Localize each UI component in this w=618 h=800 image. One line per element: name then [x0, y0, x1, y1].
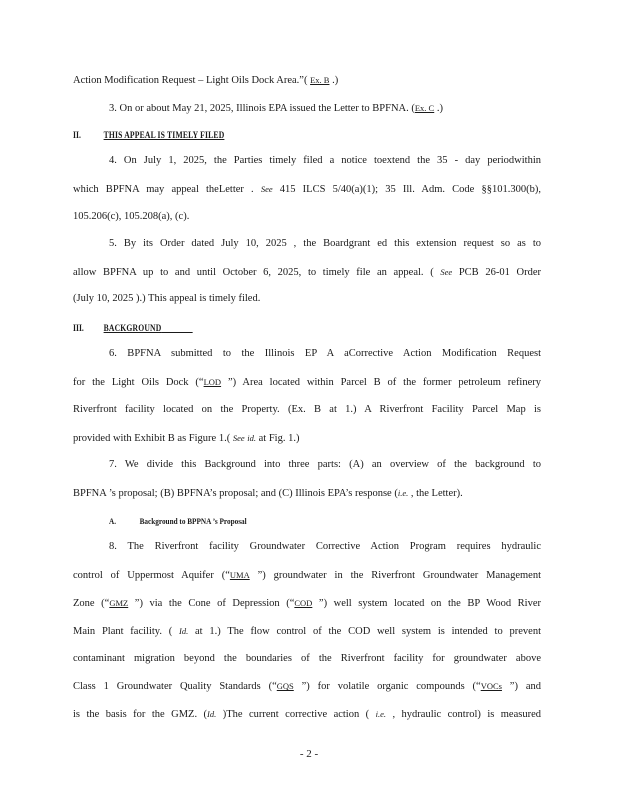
text-line: [73, 73, 541, 88]
text-segment: .): [434, 103, 443, 114]
defined-term: UMA: [229, 570, 250, 580]
citation-signal: See: [232, 433, 245, 443]
text-segment: ”) for volatile organic compounds (“: [293, 681, 481, 692]
paragraph-6-line-1: 6. BPFNA submitted to the Illinois EP A aCorrective Action Modification Request: [109, 348, 541, 359]
text-segment: )The current corrective action (: [216, 709, 376, 720]
section-heading-iii: [73, 323, 193, 333]
paragraph-8-line-3: [73, 596, 541, 611]
paragraph-4-line-1: 4. On July 1, 2025, the Parties timely filed a notice toextend the 35 - day periodwithin: [109, 155, 541, 166]
text-segment: allow BPFNA up to and until October 6, 2025, to timely file an appeal. (: [73, 267, 441, 278]
subsection-number: A.: [109, 516, 117, 526]
paragraph-7-line-2: [73, 486, 541, 501]
text-segment: ”) well system located on the BP Wood River: [312, 598, 541, 609]
text-segment: for the Light Oils Dock (“: [73, 377, 204, 388]
text-segment: .): [329, 75, 339, 86]
defined-term: VOCs: [480, 681, 502, 691]
text-segment: Zone (“: [73, 598, 110, 609]
text-segment: 3. On or about May 21, 2025, Illinois EPA issued the Letter to BPFNA. (: [109, 103, 415, 114]
paragraph-8-line-5: contaminant migration beyond the boundaries of the Riverfront facility for groundwater above: [73, 653, 541, 664]
paragraph-7-line-1: 7. We divide this Background into three parts: (A) an overview of the background to: [109, 459, 541, 470]
citation-signal: id.: [247, 433, 256, 443]
citation-signal: Id.: [179, 626, 189, 636]
text-segment: at 1.) The flow control of the COD well system is intended to prevent: [188, 626, 541, 637]
defined-term: GQS: [276, 681, 294, 691]
paragraph-6-line-2: [73, 375, 541, 390]
text-segment: ”) groundwater in the Riverfront Groundwater Management: [249, 570, 541, 581]
defined-term: LOD: [203, 377, 222, 387]
subsection-title: Background to BPPNA ’s Proposal: [139, 516, 247, 526]
section-title: BACKGROUND: [103, 323, 162, 333]
paragraph-6-line-3: Riverfront facility located on the Property. (Ex. B at 1.) A Riverfront Facility Parcel Map is: [73, 404, 541, 415]
text-segment: provided with Exhibit B as Figure 1.(: [73, 433, 233, 444]
text-segment: is the basis for the GMZ. (: [73, 709, 208, 720]
text-segment: PCB 26-01 Order: [452, 267, 541, 278]
subsection-heading-a: [109, 516, 247, 526]
paragraph-4-line-2: [73, 182, 541, 197]
citation-signal: i.e.: [375, 709, 387, 719]
text-segment: Main Plant facility. (: [73, 626, 180, 637]
defined-term: GMZ: [109, 598, 129, 608]
citation-signal: i.e.: [397, 488, 409, 498]
exhibit-ref: Ex. C: [414, 103, 435, 113]
text-segment: ”) and: [501, 681, 541, 692]
paragraph-8-line-2: [73, 568, 541, 583]
text-segment: control of Uppermost Aquifer (“: [73, 570, 230, 581]
text-segment: ”) via the Cone of Depression (“: [128, 598, 295, 609]
text-segment: 415 ILCS 5/40(a)(1); 35 Ill. Adm. Code §§101.300(b),: [272, 184, 541, 195]
paragraph-8-line-6: [73, 679, 541, 694]
paragraph-6-line-4: [73, 431, 541, 446]
citation-signal: See: [440, 267, 453, 277]
text-segment: Class 1 Groundwater Quality Standards (“: [73, 681, 277, 692]
text-segment: BPFNA ’s proposal; (B) BPFNA’s proposal; and (C) Illinois EPA’s response (: [73, 488, 398, 499]
text-segment: ”) Area located within Parcel B of the former petroleum refinery: [221, 377, 541, 388]
text-segment: , hydraulic control) is measured: [386, 709, 541, 720]
paragraph-3: [109, 101, 541, 116]
text-segment: Action Modification Request – Light Oils Dock Area.”(: [73, 75, 311, 86]
exhibit-ref: Ex. B: [310, 75, 330, 85]
paragraph-5-line-1: 5. By its Order dated July 10, 2025 , the Boardgrant ed this extension request so as to: [109, 238, 541, 249]
section-heading-ii: [73, 130, 224, 140]
paragraph-8-line-1: 8. The Riverfront facility Groundwater Corrective Action Program requires hydraulic: [109, 541, 541, 552]
paragraph-5-line-2: [73, 265, 541, 280]
section-title: THIS APPEAL IS TIMELY FILED: [103, 130, 225, 140]
citation-signal: Id.: [207, 709, 217, 719]
paragraph-4-line-3: 105.206(c), 105.208(a), (c).: [73, 211, 190, 222]
defined-term: COD: [294, 598, 313, 608]
paragraph-8-line-4: [73, 624, 541, 639]
section-number: III.: [73, 323, 84, 333]
page-number: - 2 -: [299, 748, 319, 760]
citation-signal: See: [260, 184, 273, 194]
section-number: II.: [73, 130, 81, 140]
text-segment: , the Letter).: [408, 488, 463, 499]
paragraph-8-line-7: [73, 707, 541, 722]
text-segment: which BPFNA may appeal theLetter .: [73, 184, 261, 195]
text-segment: at Fig. 1.): [256, 433, 300, 444]
paragraph-5-line-3: (July 10, 2025 ).) This appeal is timely filed.: [73, 293, 261, 304]
